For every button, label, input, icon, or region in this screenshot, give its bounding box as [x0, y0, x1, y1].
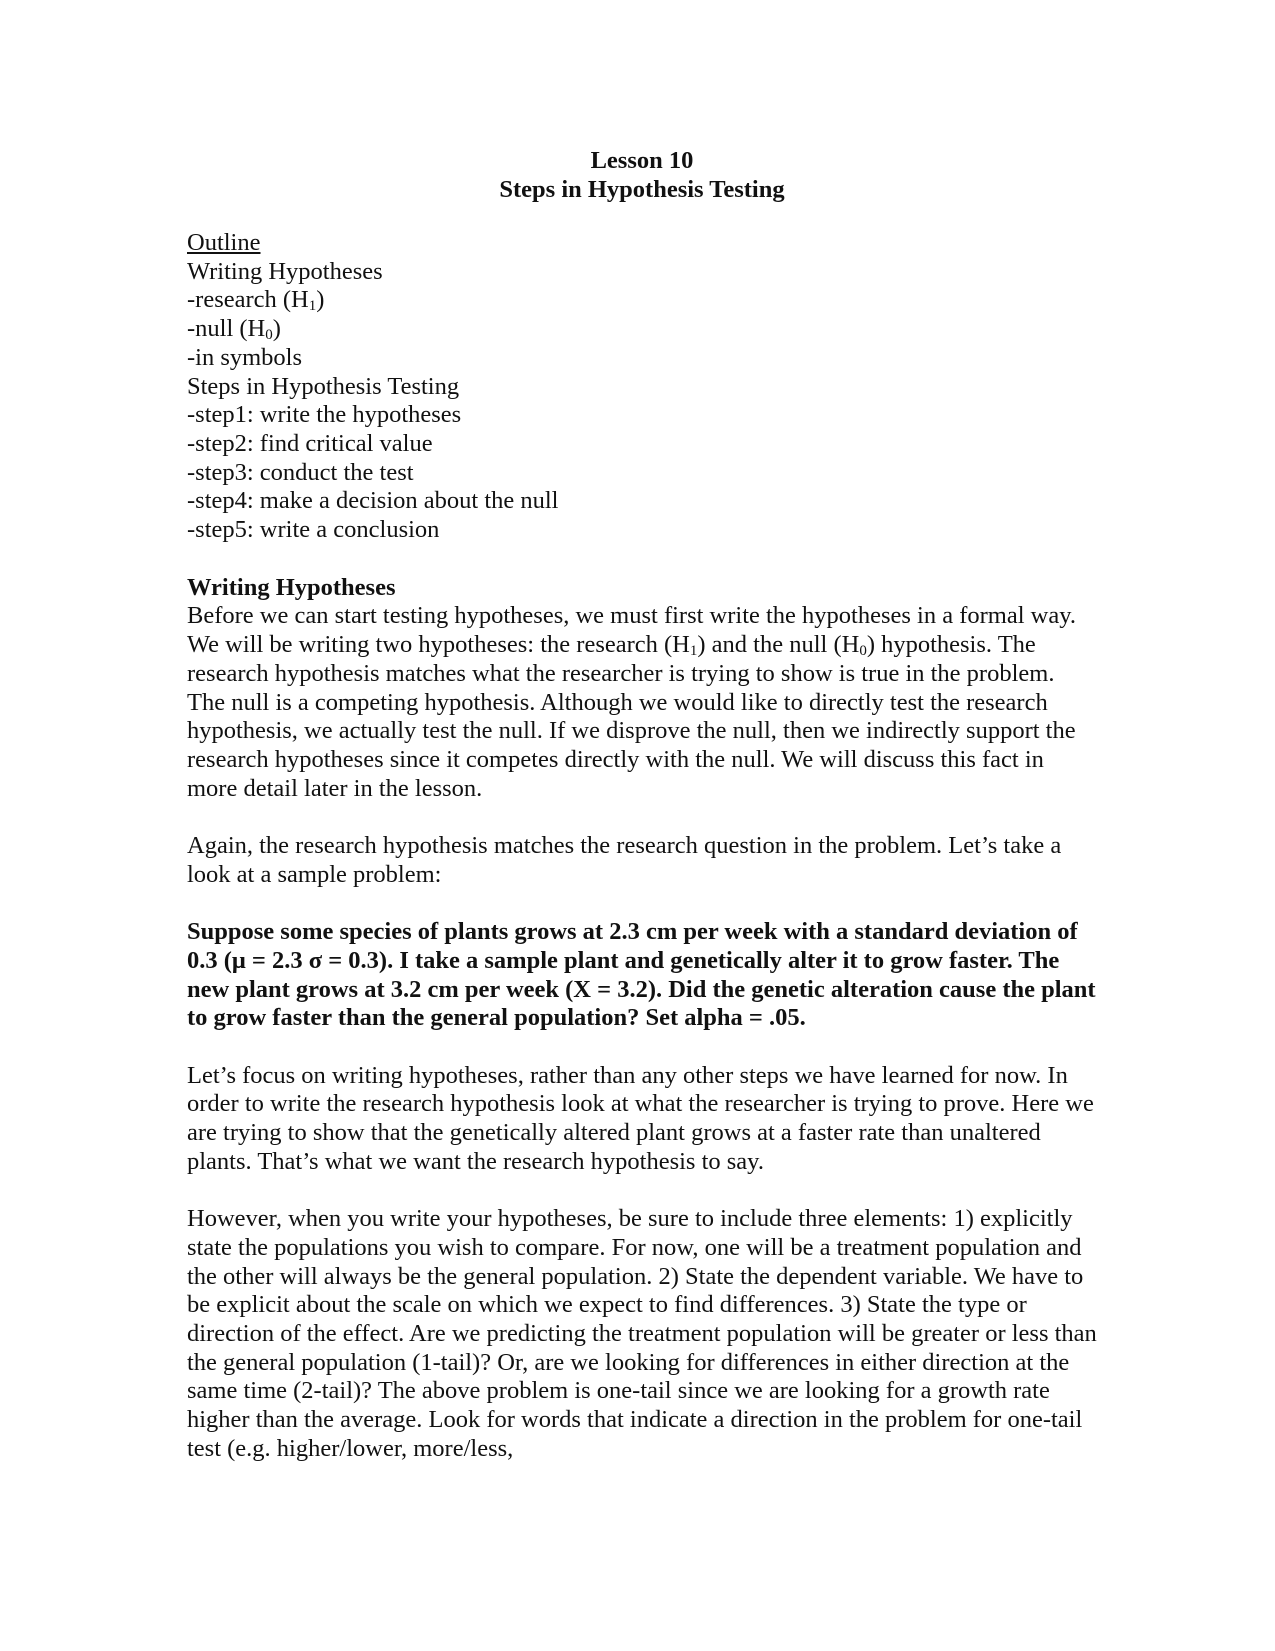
outline-item: Writing Hypotheses — [187, 257, 383, 285]
outline-item: -step1: write the hypotheses — [187, 401, 462, 429]
lesson-number: Lesson 10 — [590, 147, 694, 174]
document-page — [187, 146, 1097, 1463]
elements-paragraph: However, when you write your hypotheses, be sure to include three elements: 1) explicitly state the populations you wish to compare. For now, one will be a treatment population and the other will always be the general population. 2) State the dependent variable. We have to be explicit about the scale on which we expect to find differences. 3) State the type or direction of the effect. Are we predicting the treatment population will be greater or less than the general population (1-tail)? Or, are we looking for differences in either direction at the same time (2-tail)? The above problem is one-tail since we are looking for a growth rate higher than the average. Look for words that indicate a direction in the problem for one-tail test (e.g. higher/lower, more/less, — [187, 1205, 1097, 1462]
outline-heading: Outline — [187, 229, 261, 256]
outline-item: -step5: write a conclusion — [187, 516, 440, 544]
intro-paragraph: Before we can start testing hypotheses, we must first write the hypotheses in a formal way. We will be writing two hypotheses: the research $(H_1)$ and the null $(H_0)$ hypothesis. The research hypothesis matches what the researcher is trying to show is true in the problem. The null is a competing hypothesis. Although we would like to directly test the research hypothesis, we actually test the null. If we disprove the null, then we indirectly support the research hypotheses since it competes directly with the null. We will discuss this fact in more detail later in the lesson. — [187, 602, 1077, 802]
outline-item: -research $(H_1)$ — [187, 286, 325, 315]
outline-item: -in symbols — [187, 343, 303, 371]
document-title — [187, 146, 1097, 204]
sample-intro-paragraph: Again, the research hypothesis matches the research question in the problem. Let’s take a look at a sample problem: — [187, 832, 1062, 888]
outline-section — [187, 229, 1097, 545]
focus-paragraph: Let’s focus on writing hypotheses, rather than any other steps we have learned for now. In order to write the research hypothesis look at what the researcher is trying to prove. Here we are trying to show that the genetically altered plant grows at a faster rate than unaltered plants. That’s what we want the research hypothesis to say. — [187, 1061, 1094, 1175]
section-heading: Writing Hypotheses — [187, 573, 396, 601]
lesson-title: Steps in Hypothesis Testing — [499, 176, 785, 203]
outline-item: -step4: make a decision about the null — [187, 487, 559, 515]
sample-problem: Suppose some species of plants grows at 2.3 cm per week with a standard deviation of 0.3 (μ = 2.3 σ = 0.3). I take a sample plant and genetically alter it to grow faster. The new plant grows at 3.2 cm per week (X = 3.2). Did the genetic alteration cause the plant to grow faster than the general population? Set alpha = .05. — [187, 918, 1096, 1032]
outline-item: -step2: find critical value — [187, 429, 433, 457]
outline-item: -step3: conduct the test — [187, 458, 414, 486]
outline-item: Steps in Hypothesis Testing — [187, 372, 460, 400]
outline-item: -null $(H_0)$ — [187, 315, 281, 344]
